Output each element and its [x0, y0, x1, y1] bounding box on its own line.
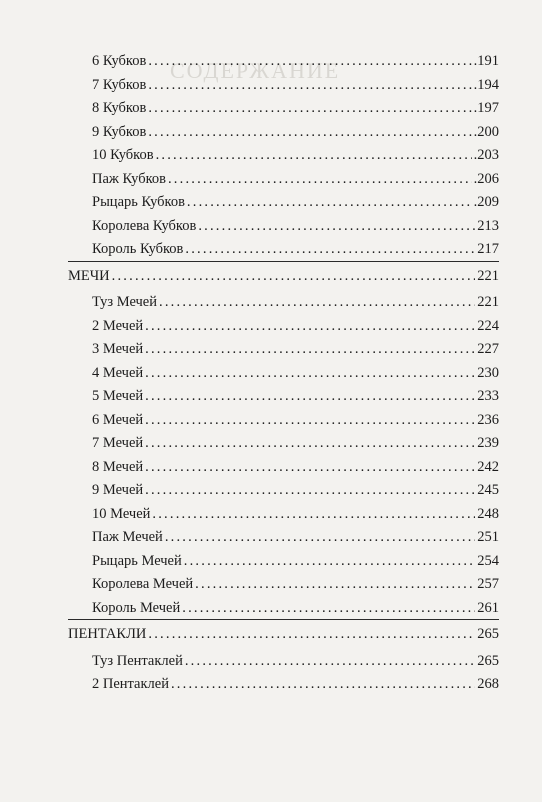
dot-leader — [145, 481, 475, 499]
toc-page-number: 221 — [477, 268, 499, 284]
toc-entry-title: 2 Пентаклей — [92, 676, 169, 692]
toc-entry — [92, 52, 499, 70]
toc-entry — [92, 481, 499, 499]
bleed-through-heading: СОДЕРЖАНИЕ — [170, 58, 341, 83]
dot-leader — [184, 552, 475, 570]
toc-section-heading — [68, 625, 499, 643]
dot-leader — [148, 76, 471, 94]
toc-entry-title: 8 Мечей — [92, 459, 144, 475]
toc-entry — [92, 675, 499, 693]
toc-entry-title: Туз Мечей — [92, 294, 158, 310]
section-divider — [68, 261, 499, 262]
dot-leader — [159, 293, 475, 311]
toc-entry — [92, 170, 499, 188]
toc-page-number: 213 — [477, 218, 499, 234]
dot-leader — [145, 387, 475, 405]
toc-entry — [92, 99, 499, 117]
toc-entry — [92, 552, 499, 570]
toc-page-number: 251 — [477, 529, 499, 545]
dot-leader — [165, 528, 475, 546]
toc-entry — [92, 434, 499, 452]
toc-page-number: .197 — [473, 100, 499, 116]
toc-entry-title: 7 Кубков — [92, 77, 147, 93]
toc-page-number: 239 — [477, 435, 499, 451]
toc-entry-title: ПЕНТАКЛИ — [68, 626, 147, 642]
toc-page-number: .206 — [473, 171, 499, 187]
dot-leader — [145, 317, 475, 335]
dot-leader — [182, 599, 475, 617]
toc-page-number: 236 — [477, 412, 499, 428]
dot-leader — [112, 267, 476, 285]
dot-leader — [145, 411, 475, 429]
toc-entry — [92, 575, 499, 593]
toc-entry — [92, 364, 499, 382]
toc-page-number: 265 — [477, 626, 499, 642]
toc-entry-title: Королева Кубков — [92, 218, 197, 234]
dot-leader — [148, 123, 471, 141]
toc-entry — [92, 146, 499, 164]
toc-entry — [92, 76, 499, 94]
toc-page-number: 261 — [477, 600, 499, 616]
dot-leader — [152, 505, 475, 523]
toc-page-number: 268 — [477, 676, 499, 692]
toc-entry — [92, 528, 499, 546]
toc-page-number: 230 — [477, 365, 499, 381]
toc-entry-title: 6 Кубков — [92, 53, 147, 69]
toc-page-number: 224 — [477, 318, 499, 334]
toc-entry-title: МЕЧИ — [68, 268, 110, 284]
toc-entry-title: Паж Мечей — [92, 529, 163, 545]
toc-entry-title: 5 Мечей — [92, 388, 144, 404]
toc-page-number: .191 — [473, 53, 499, 69]
dot-leader — [148, 99, 471, 117]
toc-entry-title: 9 Мечей — [92, 482, 144, 498]
dot-leader — [185, 240, 475, 258]
toc-page-number: .203 — [473, 147, 499, 163]
toc-entry-title: Король Мечей — [92, 600, 181, 616]
toc-entry — [92, 599, 499, 617]
toc-entry — [92, 293, 499, 311]
dot-leader — [145, 364, 475, 382]
dot-leader — [148, 52, 471, 70]
toc-entry — [92, 387, 499, 405]
toc-entry — [92, 217, 499, 235]
toc-entry — [92, 340, 499, 358]
toc-entry-title: 3 Мечей — [92, 341, 144, 357]
toc-page-number: 245 — [477, 482, 499, 498]
toc-section-heading — [68, 267, 499, 285]
toc-entry — [92, 458, 499, 476]
toc-entry-title: Рыцарь Мечей — [92, 553, 182, 569]
toc-entry — [92, 652, 499, 670]
dot-leader — [145, 434, 475, 452]
dot-leader — [168, 170, 472, 188]
section-divider — [68, 619, 499, 620]
toc-page-number: .200 — [473, 124, 499, 140]
toc-entry-title: 2 Мечей — [92, 318, 144, 334]
dot-leader — [195, 575, 475, 593]
dot-leader — [187, 193, 472, 211]
dot-leader — [145, 340, 475, 358]
toc-entry — [92, 317, 499, 335]
toc-entry-title: 10 Кубков — [92, 147, 154, 163]
dot-leader — [156, 146, 472, 164]
toc-entry-title: 4 Мечей — [92, 365, 144, 381]
toc-page-number: 217 — [477, 241, 499, 257]
toc-entry-title: 10 Мечей — [92, 506, 151, 522]
toc-entry — [92, 505, 499, 523]
toc-entry — [92, 123, 499, 141]
dot-leader — [148, 625, 475, 643]
toc-entry-title: Рыцарь Кубков — [92, 194, 185, 210]
toc-page-number: 248 — [477, 506, 499, 522]
toc-page-number: 233 — [477, 388, 499, 404]
toc-page-number: 257 — [477, 576, 499, 592]
toc-page-number: 221 — [477, 294, 499, 310]
toc-page-number: 227 — [477, 341, 499, 357]
toc-entry-title: 9 Кубков — [92, 124, 147, 140]
dot-leader — [171, 675, 475, 693]
dot-leader — [145, 458, 475, 476]
toc-entry-title: 8 Кубков — [92, 100, 147, 116]
toc-entry-title: Король Кубков — [92, 241, 184, 257]
toc-entry-title: Паж Кубков — [92, 171, 166, 187]
toc-page-number: 242 — [477, 459, 499, 475]
toc-entry — [92, 193, 499, 211]
toc-entry-title: Королева Мечей — [92, 576, 194, 592]
dot-leader — [198, 217, 475, 235]
toc-page-number: .194 — [473, 77, 499, 93]
toc-page-number: 254 — [477, 553, 499, 569]
toc-entry-title: Туз Пентаклей — [92, 653, 183, 669]
toc-entry — [92, 240, 499, 258]
toc-entry — [92, 411, 499, 429]
dot-leader — [185, 652, 475, 670]
toc-entry-title: 7 Мечей — [92, 435, 144, 451]
toc-page-number: .209 — [473, 194, 499, 210]
toc-page-number: 265 — [477, 653, 499, 669]
toc-entry-title: 6 Мечей — [92, 412, 144, 428]
